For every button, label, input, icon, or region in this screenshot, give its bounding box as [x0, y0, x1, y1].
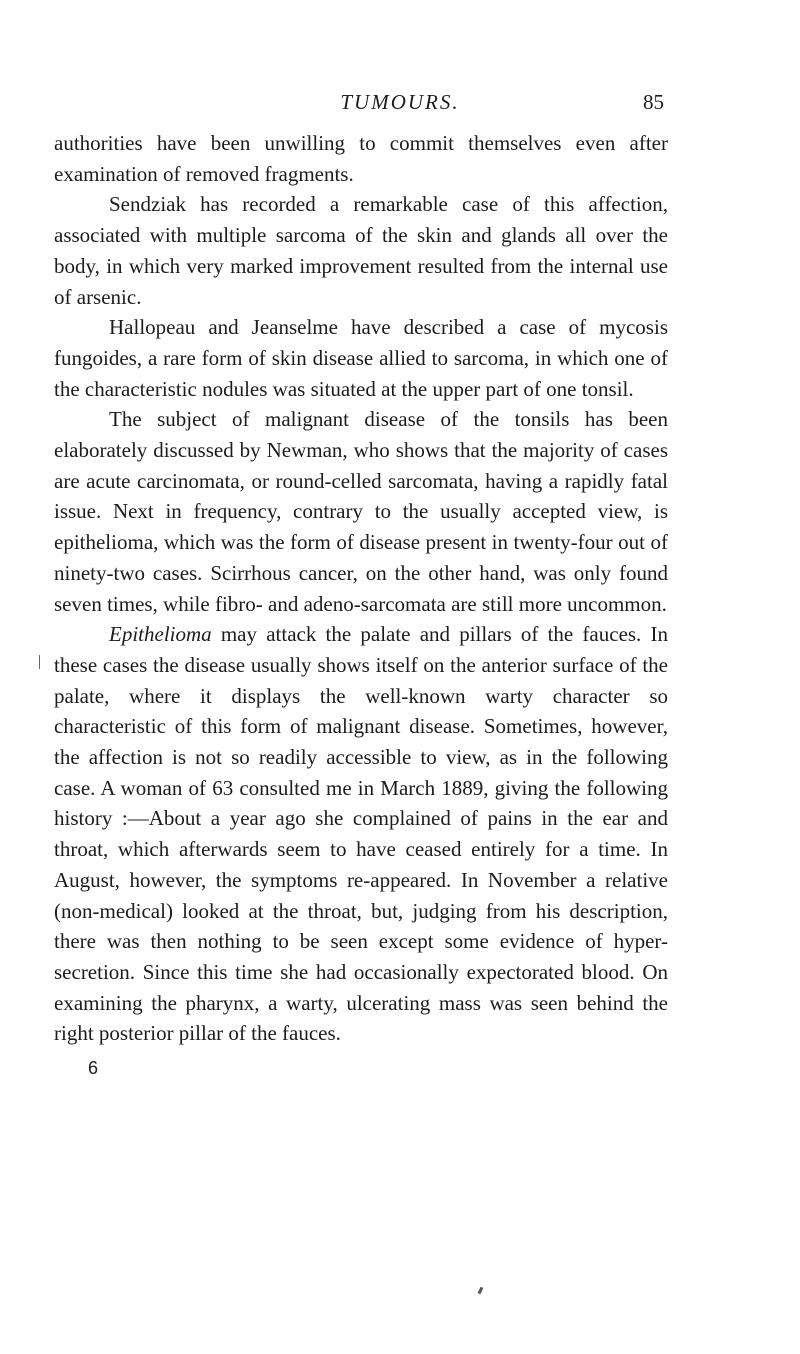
signature-mark: 6 — [88, 1058, 99, 1078]
paragraph-continuation: authorities have been unwilling to commit themselves even after examination of removed fragments. — [54, 131, 668, 186]
paragraph-newman: The subject of malignant disease of the tonsils has been elaborately discussed by Newman, who shows that the majority of cases are acute carcinomata, or round-celled sarcomata, having a rapidly fatal issue. Next in frequency, contrary to the usually accepted view, is epithelioma, which was the form of disease present in twenty-four out of ninety-two cases. Scirrhous cancer, on the other hand, was only found seven times, while fibro- and adeno-sarcomata are still more uncommon. — [54, 407, 668, 616]
page-number: 85 — [643, 90, 664, 114]
stray-mark — [478, 1287, 484, 1295]
paragraph-hallopeau: Hallopeau and Jeanselme have described a case of mycosis fungoides, a rare form of skin disease allied to sarcoma, in which one of the characteristic nodules was situated at the upper part of one tonsil. — [54, 315, 668, 401]
running-title: TUMOURS. — [340, 90, 460, 114]
paragraph-epithelioma-text: may attack the palate and pillars of the fauces. In these cases the disease usually shows itself on the anterior surface of the palate, where it displays the well-known warty character so characteristic of this form of malignant disease. Sometimes, however, the affection is not so readily accessible to view, as in the following case. A woman of 63 consulted me in March 1889, giving the following history :—About a year ago she complained of pains in the ear and throat, which afterwards seem to have ceased entirely for a time. In August, however, the symptoms re-appeared. In November a relative (non-medical) looked at the throat, but, judging from his description, there was then nothing to be seen except some evidence of hyper-secretion. Since this time she had occasionally expectorated blood. On examining the pharynx, a warty, ulcerating mass was seen behind the right posterior pillar of the fauces. — [54, 622, 668, 1046]
running-head — [0, 90, 800, 120]
paragraph-sendziak: Sendziak has recorded a remarkable case of this affection, associated with multiple sarcoma of the skin and glands all over the body, in which very marked improvement resulted from the internal use of arsenic. — [54, 192, 668, 309]
body-text — [54, 128, 668, 1049]
margin-mark — [39, 655, 40, 669]
paragraph-epithelioma — [54, 619, 668, 1049]
epithelioma-term: Epithelioma — [109, 622, 212, 647]
